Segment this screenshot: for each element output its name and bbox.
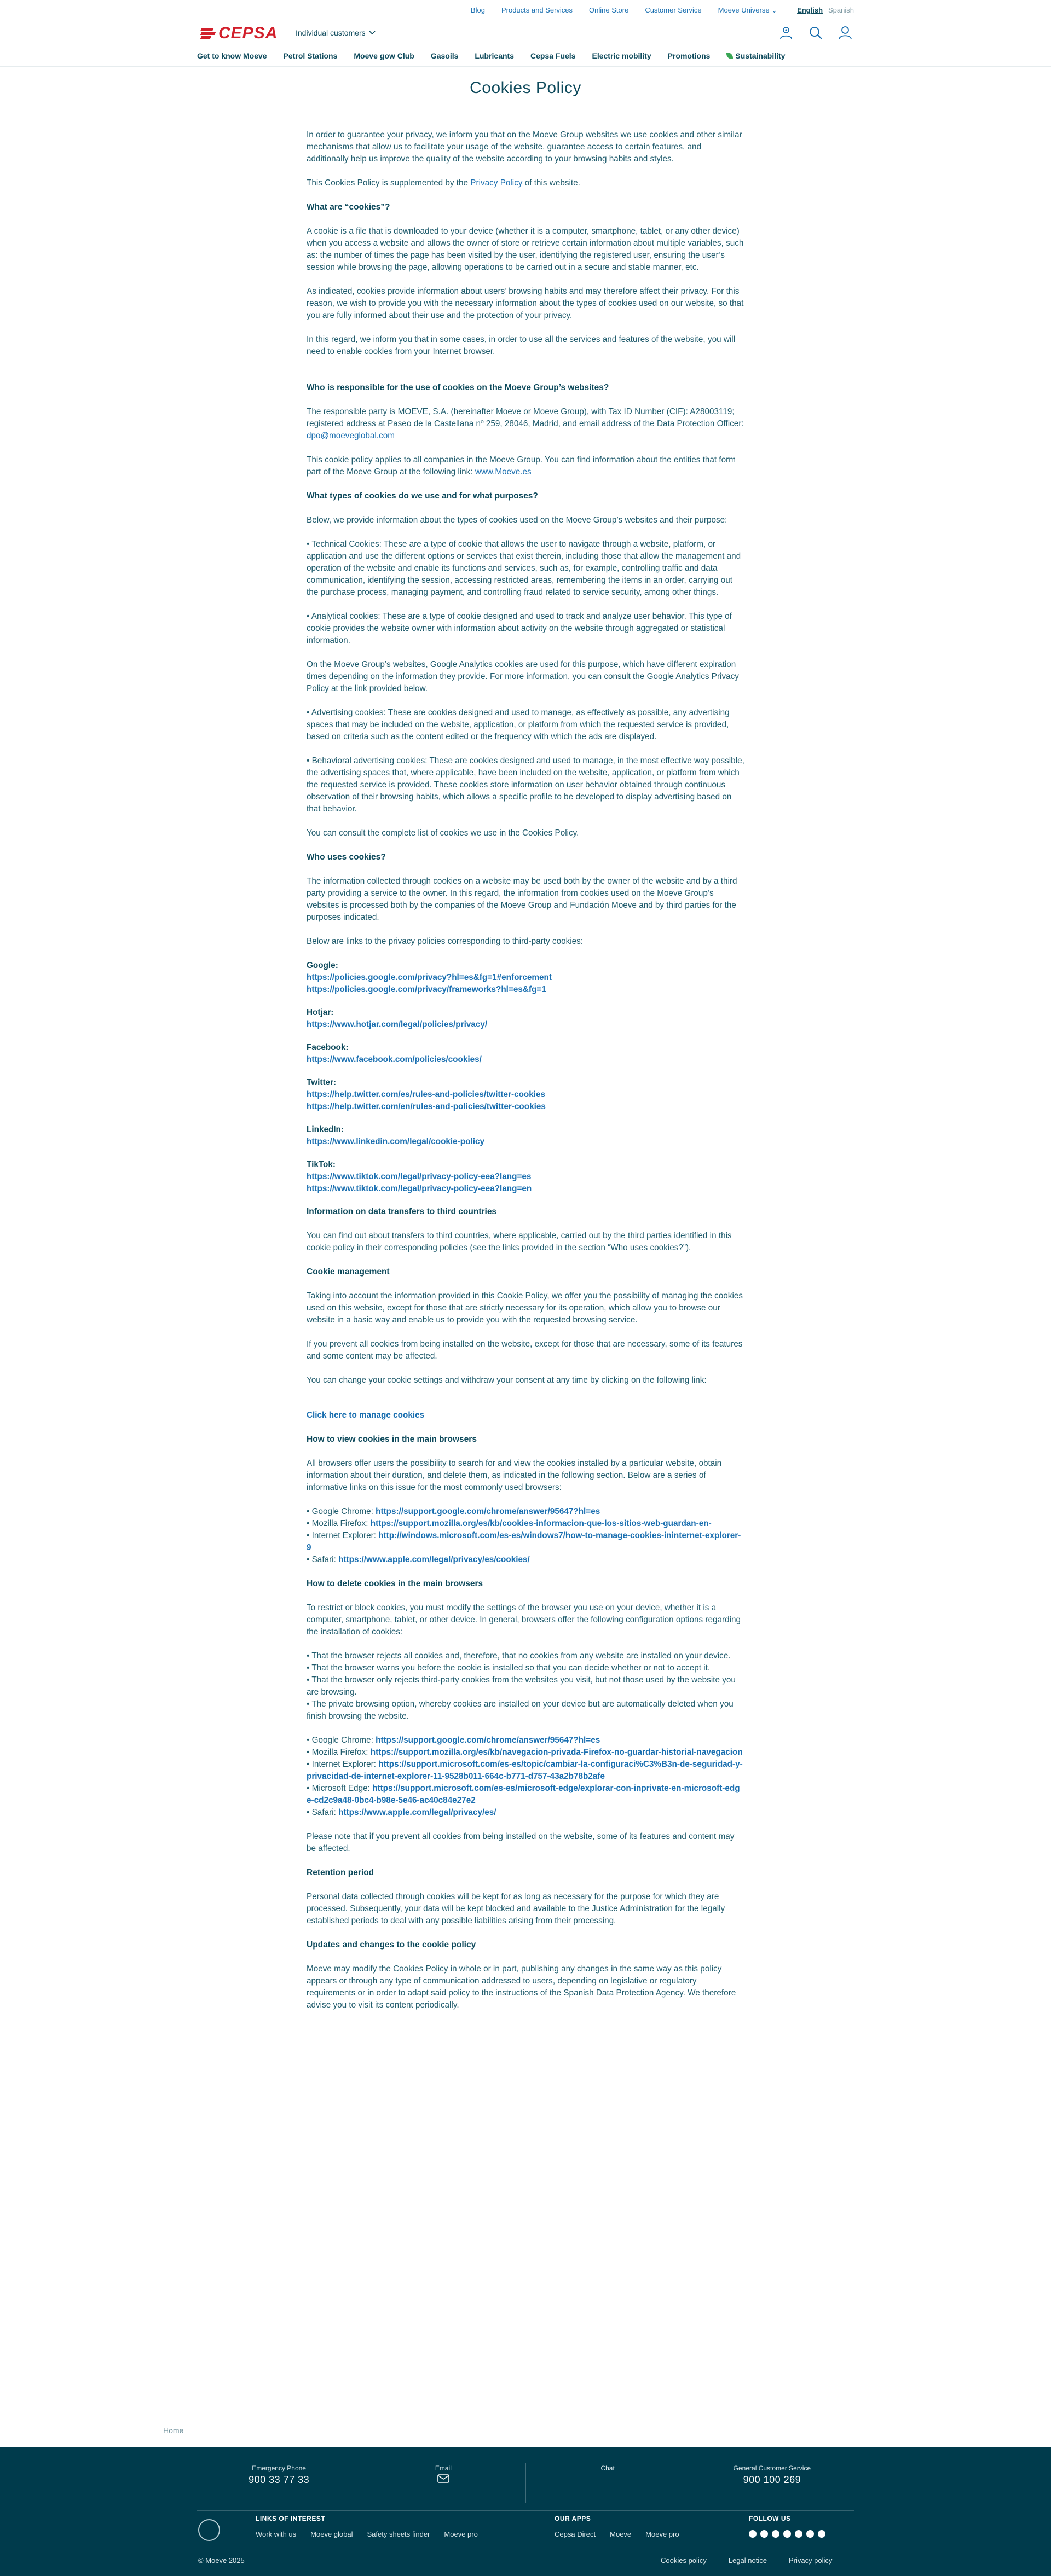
main-navigation: [0, 48, 1051, 67]
heading-transfers: Information on data transfers to third countries: [307, 1207, 497, 1216]
youtube-icon[interactable]: [772, 2530, 779, 2538]
lang-english[interactable]: English: [797, 6, 823, 14]
legal-link-cookies[interactable]: Cookies policy: [661, 2556, 707, 2565]
supplement-paragraph: This Cookies Policy is supplemented by the Privacy Policy of this website.: [307, 178, 580, 188]
safari-delete-link[interactable]: https://www.apple.com/legal/privacy/es/: [338, 1808, 496, 1817]
heading-what-are-cookies: What are “cookies”?: [307, 202, 390, 212]
tiktok-icon[interactable]: [818, 2530, 825, 2538]
bluesky-icon[interactable]: [783, 2530, 791, 2538]
nav-item-electric-mobility[interactable]: Electric mobility: [592, 51, 651, 60]
segment-label: Individual customers: [296, 28, 366, 37]
list-item: • Internet Explorer: http://windows.microsoft.com/es-es/windows7/how-to-manage-cookies-ininternet-explorer-9: [307, 1531, 741, 1552]
utility-links: [471, 6, 854, 15]
list-item: • Mozilla Firefox: https://support.mozilla.org/es/kb/cookies-informacion-que-los-sitios-web-guardan-en-: [307, 1519, 712, 1528]
nav-item-gow-club[interactable]: Moeve gow Club: [354, 51, 414, 60]
links-of-interest-title: LINKS OF INTEREST: [256, 2515, 326, 2522]
nav-sustainability-label: Sustainability: [735, 51, 786, 60]
footer-link-safety-sheets[interactable]: Safety sheets finder: [367, 2530, 430, 2538]
paragraph-transfers: You can find out about transfers to third countries, where applicable, carried out by the third parties identified in this cookie policy in their corresponding policies (see the links provided in the section “Who uses cookies?”).: [307, 1231, 732, 1252]
paragraph-who-uses: The information collected through cookies on a website may be used both by the owner of the website and by a third party providing a service to the owner. In this regard, the information from cookies used on the Moeve Group’s websites is processed both by the companies of the Moeve Group and Fundación Moeve and by third parties for the purposes indicated.: [307, 877, 737, 922]
edge-delete-link[interactable]: https://support.microsoft.com/es-es/microsoft-edge/explorar-con-inprivate-en-microsoft-edge-cd2c9a48-0bc4-b98e-5e46-ac40c84e27e2: [307, 1784, 740, 1805]
list-item: • Internet Explorer: https://support.microsoft.com/es-es/topic/cambiar-la-configuraci%C3%B3n-de-seguridad-y-privacidad-de-internet-explorer-11-9528b011-664c-b771-d757-43a2b78b2afe: [307, 1760, 743, 1781]
footer-link-moeve-global[interactable]: Moeve global: [310, 2530, 353, 2538]
paragraph-types-intro: Below, we provide information about the types of cookies used on the Moeve Group’s websites and their purpose:: [307, 515, 727, 525]
provider-link[interactable]: https://policies.google.com/privacy/frameworks?hl=es&fg=1: [307, 985, 546, 994]
provider-tiktok: [307, 1159, 744, 1195]
chat-contact[interactable]: Chat: [526, 2463, 690, 2503]
provider-link[interactable]: https://help.twitter.com/es/rules-and-policies/twitter-cookies: [307, 1090, 546, 1099]
customer-segment-selector[interactable]: [296, 28, 376, 37]
utility-link-customer-service[interactable]: Customer Service: [645, 6, 702, 14]
nav-item-get-to-know[interactable]: Get to know Moeve: [197, 51, 267, 60]
firefox-help-link[interactable]: https://support.mozilla.org/es/kb/cookies-informacion-que-los-sitios-web-guardan-en-: [370, 1519, 712, 1528]
provider-name: Google:: [307, 961, 338, 970]
list-item: • Mozilla Firefox: https://support.mozilla.org/es/kb/navegacion-privada-Firefox-no-guardar-historial-navegacion: [307, 1748, 743, 1757]
paragraph-responsible-2: This cookie policy applies to all companies in the Moeve Group. You can find information about the entities that form part of the Moeve Group at the following link: www.Moeve.es: [307, 455, 736, 477]
mail-icon: [361, 2474, 525, 2486]
heading-updates: Updates and changes to the cookie policy: [307, 1940, 476, 1950]
app-link-cepsa-direct[interactable]: Cepsa Direct: [555, 2530, 596, 2538]
utility-link-blog[interactable]: Blog: [470, 6, 485, 14]
paragraph-view: All browsers offer users the possibility to search for and view the cookies installed by a particular website, obtain information about their duration, and delete them, as indicated in the following section. Below are a series of informative links on this issue for the most commonly used browsers:: [307, 1459, 722, 1492]
policy-content: [307, 129, 744, 2011]
utility-link-products[interactable]: Products and Services: [501, 6, 573, 14]
paragraph-analytical: • Analytical cookies: These are a type of cookie designed and used to track and analyze user behavior. This type of cookie provides the website owner with information about activity on the website through aggregated or statistical information.: [307, 612, 732, 645]
ie-help-link[interactable]: http://windows.microsoft.com/es-es/windows7/how-to-manage-cookies-ininternet-explorer-9: [307, 1531, 741, 1552]
user-icon[interactable]: [838, 25, 853, 40]
social-icons: [749, 2530, 825, 2538]
paragraph-responsible-1: The responsible party is MOEVE, S.A. (hereinafter Moeve or Moeve Group), with Tax ID Number (CIF): A28003119; registered address at Paseo de la Castellana nº 259, 28046, Madrid, and email address of the Data Protection Officer: dpo@moeveglobal.com: [307, 407, 744, 440]
provider-twitter: [307, 1077, 744, 1113]
provider-link[interactable]: https://www.facebook.com/policies/cookies/: [307, 1055, 482, 1064]
nav-item-petrol-stations[interactable]: Petrol Stations: [283, 51, 338, 60]
list-item: • The private browsing option, whereby cookies are installed on your device but are automatically deleted when you finish browsing the website.: [307, 1699, 734, 1721]
breadcrumb[interactable]: Home: [163, 2426, 184, 2435]
nav-item-cepsa-fuels[interactable]: Cepsa Fuels: [530, 51, 576, 60]
copyright: © Moeve 2025: [198, 2556, 245, 2565]
links-of-interest: [256, 2515, 478, 2538]
paragraph-management-3: You can change your cookie settings and withdraw your consent at any time by clicking on the following link:: [307, 1376, 707, 1385]
utility-link-moeve-universe[interactable]: Moeve Universe ⌄: [718, 6, 778, 14]
dpo-email-link[interactable]: dpo@moeveglobal.com: [307, 431, 395, 440]
provider-link[interactable]: https://www.tiktok.com/legal/privacy-policy-eea?lang=en: [307, 1184, 532, 1193]
list-item: • Google Chrome: https://support.google.com/chrome/answer/95647?hl=es: [307, 1736, 600, 1745]
provider-name: Twitter:: [307, 1078, 337, 1087]
heading-view-cookies: How to view cookies in the main browsers: [307, 1435, 477, 1444]
paragraph-what-2: As indicated, cookies provide information about users’ browsing habits and may therefore affect their privacy. For this reason, we wish to provide you with the necessary information about the types of cookies used on our website, so that you are fully informed about their use and the protection of your privacy.: [307, 287, 744, 320]
follow-us: [749, 2515, 825, 2538]
paragraph-google-analytics: On the Moeve Group’s websites, Google Analytics cookies are used for this purpose, which have different expiration times depending on the information they provide. For more information, you can consult the Google Analytics Privacy Policy at the link provided below.: [307, 660, 739, 693]
list-item: • That the browser rejects all cookies and, therefore, that no cookies from any website are installed on your device.: [307, 1651, 731, 1661]
provider-facebook: [307, 1042, 744, 1066]
chrome-help-link[interactable]: https://support.google.com/chrome/answer/95647?hl=es: [376, 1507, 600, 1516]
logo-wordmark: CEPSA: [218, 24, 278, 42]
provider-name: LinkedIn:: [307, 1125, 344, 1134]
paragraph-delete: To restrict or block cookies, you must modify the settings of the browser you use on your device, whether it is a computer, smartphone, tablet, or other device. In general, browsers offer the following configuration options regarding the installation of cookies:: [307, 1603, 741, 1637]
nav-item-sustainability[interactable]: [726, 51, 785, 60]
chevron-down-icon: [369, 31, 376, 35]
paragraph-retention: Personal data collected through cookies will be kept for as long as necessary for the purpose for which they are processed. Subsequently, your data will be kept blocked and available to the Justice Administration for the legally established periods to deal with any possible liabilities arising from their processing.: [307, 1892, 725, 1925]
utility-bar: [0, 0, 1051, 21]
email-contact[interactable]: Email: [361, 2463, 525, 2503]
heading-types: What types of cookies do we use and for what purposes?: [307, 491, 538, 501]
language-switcher: [797, 6, 854, 15]
list-item: • Microsoft Edge: https://support.microsoft.com/es-es/microsoft-edge/explorar-con-inprivate-en-microsoft-edge-cd2c9a48-0bc4-b98e-5e46-ac40c84e27e2: [307, 1784, 740, 1805]
provider-link[interactable]: https://www.tiktok.com/legal/privacy-policy-eea?lang=es: [307, 1172, 532, 1181]
nav-item-gasoils[interactable]: Gasoils: [430, 51, 459, 60]
provider-hotjar: [307, 1007, 744, 1031]
legal-link-notice[interactable]: Legal notice: [728, 2556, 767, 2565]
our-apps: [555, 2515, 679, 2538]
paragraph-technical: • Technical Cookies: These are a type of cookie that allows the user to navigate through a website, platform, or application and use the different options or services that exist therein, including those that allow the management and operation of the website and enable its functions and services, such as, for example, controlling traffic and data communication, identifying the session, accessing restricted areas, remembering the items in an order, carrying out the purchase process, managing payment, and controlling fraud related to service security, among other things.: [307, 539, 741, 597]
linkedin-icon[interactable]: [806, 2530, 814, 2538]
provider-google: [307, 960, 744, 996]
manage-cookies-link[interactable]: Click here to manage cookies: [307, 1411, 425, 1420]
nav-item-promotions[interactable]: Promotions: [667, 51, 711, 60]
site-footer: [0, 2447, 1051, 2576]
location-icon[interactable]: [778, 25, 794, 40]
customer-service-phone[interactable]: General Customer Service 900 100 269: [690, 2463, 854, 2503]
delete-options: [307, 1650, 744, 1722]
delete-browser-links: [307, 1734, 744, 1819]
page-title: Cookies Policy: [470, 79, 581, 97]
follow-us-title: FOLLOW US: [749, 2515, 791, 2522]
paragraph-management-1: Taking into account the information provided in this Cookie Policy, we offer you the possibility of managing the cookies used on this website, except for those that are strictly necessary for its operation, which allow you to browse our website in a basic way and enable us to provide you with the requested browsing service.: [307, 1291, 743, 1325]
utility-link-online-store[interactable]: Online Store: [589, 6, 629, 14]
provider-link[interactable]: https://www.linkedin.com/legal/cookie-policy: [307, 1137, 484, 1146]
heading-delete-cookies: How to delete cookies in the main browsers: [307, 1579, 483, 1588]
paragraph-behavioral: • Behavioral advertising cookies: These are cookies designed and used to manage, in the most effective way possible, the advertising spaces that, where applicable, have been included on the website, application, or platform from which the requested service is provided. These cookies store information on user behavior obtained through continuous observation of their browsing habits, which allows a specific profile to be developed to display advertising based on that behavior.: [307, 756, 744, 814]
privacy-policy-link[interactable]: Privacy Policy: [470, 178, 523, 188]
provider-link[interactable]: https://www.hotjar.com/legal/policies/privacy/: [307, 1020, 488, 1029]
provider-name: Facebook:: [307, 1043, 349, 1052]
safari-help-link[interactable]: https://www.apple.com/legal/privacy/es/cookies/: [338, 1555, 530, 1564]
ie-delete-link[interactable]: https://support.microsoft.com/es-es/topic/cambiar-la-configuraci%C3%B3n-de-seguridad-y-privacidad-de-internet-explorer-11-9528b011-664c-b771-d757-43a2b78b2afe: [307, 1760, 743, 1781]
provider-link[interactable]: https://help.twitter.com/en/rules-and-policies/twitter-cookies: [307, 1102, 546, 1111]
paragraph-advertising: • Advertising cookies: These are cookies designed and used to manage, as effectively as possible, any advertising spaces that may be included on the website, application, or platform from which the requested service is provided, based on criteria such as the content edited or the frequency with which the ads are displayed.: [307, 708, 730, 741]
list-item: • That the browser warns you before the cookie is installed so that you can decide whether or not to accept it.: [307, 1663, 711, 1673]
paragraph-links-intro: Below are links to the privacy policies corresponding to third-party cookies:: [307, 937, 584, 946]
moeve-site-link[interactable]: www.Moeve.es: [475, 467, 532, 477]
header-actions: [778, 25, 853, 40]
paragraph-consult: You can consult the complete list of cookies we use in the Cookies Policy.: [307, 828, 579, 838]
emergency-phone[interactable]: Emergency Phone 900 33 77 33: [249, 2464, 310, 2485]
list-item: • That the browser only rejects third-party cookies from the websites you visit, but not those used by the website you are browsing.: [307, 1675, 736, 1697]
our-apps-title: OUR APPS: [555, 2515, 591, 2522]
nav-list: [197, 51, 785, 60]
firefox-delete-link[interactable]: https://support.mozilla.org/es/kb/navegacion-privada-Firefox-no-guardar-historial-navegacion: [370, 1748, 743, 1757]
paragraph-management-2: If you prevent all cookies from being installed on the website, except for those that are necessary, some of its features and some content may be affected.: [307, 1339, 743, 1361]
list-item: • Safari: https://www.apple.com/legal/privacy/es/cookies/: [307, 1555, 530, 1564]
site-header: [0, 21, 1051, 48]
lang-spanish[interactable]: Spanish: [828, 6, 854, 14]
provider-link[interactable]: https://policies.google.com/privacy?hl=es&fg=1#enforcement: [307, 973, 552, 982]
legal-links: [661, 2556, 832, 2565]
paragraph-updates: Moeve may modify the Cookies Policy in whole or in part, publishing any changes in the same way as this policy appears or through any type of communication addressed to users, depending on legislative or regulatory requirements or in order to adapt said policy to the instructions of the Spanish Data Protection Agency. We therefore advise you to visit its content periodically.: [307, 1964, 736, 2010]
cepsa-logo-mark-icon: [200, 26, 215, 41]
x-icon[interactable]: [760, 2530, 768, 2538]
provider-linkedin: [307, 1124, 744, 1148]
heading-retention: Retention period: [307, 1868, 374, 1877]
heading-who-responsible: Who is responsible for the use of cookies on the Moeve Group’s websites?: [307, 383, 609, 392]
leaf-icon: [726, 53, 733, 59]
moeve-seal-icon: [198, 2519, 220, 2541]
footer-link-moeve-pro[interactable]: Moeve pro: [444, 2530, 478, 2538]
legal-link-privacy[interactable]: Privacy policy: [788, 2556, 833, 2565]
search-icon[interactable]: [808, 25, 823, 40]
instagram-icon[interactable]: [749, 2530, 757, 2538]
list-item: • Google Chrome: https://support.google.com/chrome/answer/95647?hl=es: [307, 1507, 600, 1516]
cepsa-logo[interactable]: [200, 24, 278, 43]
paragraph-what-1: A cookie is a file that is downloaded to your device (whether it is a computer, smartphone, tablet, or any other device) when you access a website and allows the owner of store or retrieve certain information about multiple variables, such as: the number of times the page has been visited by the user, identifying the registered user, ensuring the user’s session while browsing the page, allowing operations to be carried out in a secure and stable manner, etc.: [307, 227, 744, 272]
footer-contacts: [197, 2463, 854, 2503]
footer-divider: [197, 2510, 854, 2511]
heading-who-uses: Who uses cookies?: [307, 852, 386, 862]
provider-name: TikTok:: [307, 1160, 336, 1169]
facebook-icon[interactable]: [795, 2530, 802, 2538]
nav-item-lubricants[interactable]: Lubricants: [475, 51, 514, 60]
heading-cookie-management: Cookie management: [307, 1267, 390, 1277]
paragraph-what-3: In this regard, we inform you that in some cases, in order to use all the services and features of the website, you will need to enable cookies from your Internet browser.: [307, 335, 736, 356]
footer-link-work-with-us[interactable]: Work with us: [256, 2530, 297, 2538]
app-link-moeve-pro[interactable]: Moeve pro: [645, 2530, 679, 2538]
view-browser-links: [307, 1506, 744, 1566]
list-item: • Safari: https://www.apple.com/legal/privacy/es/: [307, 1808, 496, 1817]
paragraph-note: Please note that if you prevent all cookies from being installed on the website, some of its features and content may be affected.: [307, 1832, 735, 1853]
intro-paragraph: In order to guarantee your privacy, we inform you that on the Moeve Group websites we use cookies and other similar mechanisms that allow us to facilitate your usage of the website, guarantee access to certain features, and additionally help us improve the quality of the website according to your browsing habits and styles.: [307, 130, 742, 164]
chrome-delete-link[interactable]: https://support.google.com/chrome/answer/95647?hl=es: [376, 1736, 600, 1745]
app-link-moeve[interactable]: Moeve: [610, 2530, 632, 2538]
provider-name: Hotjar:: [307, 1008, 334, 1017]
